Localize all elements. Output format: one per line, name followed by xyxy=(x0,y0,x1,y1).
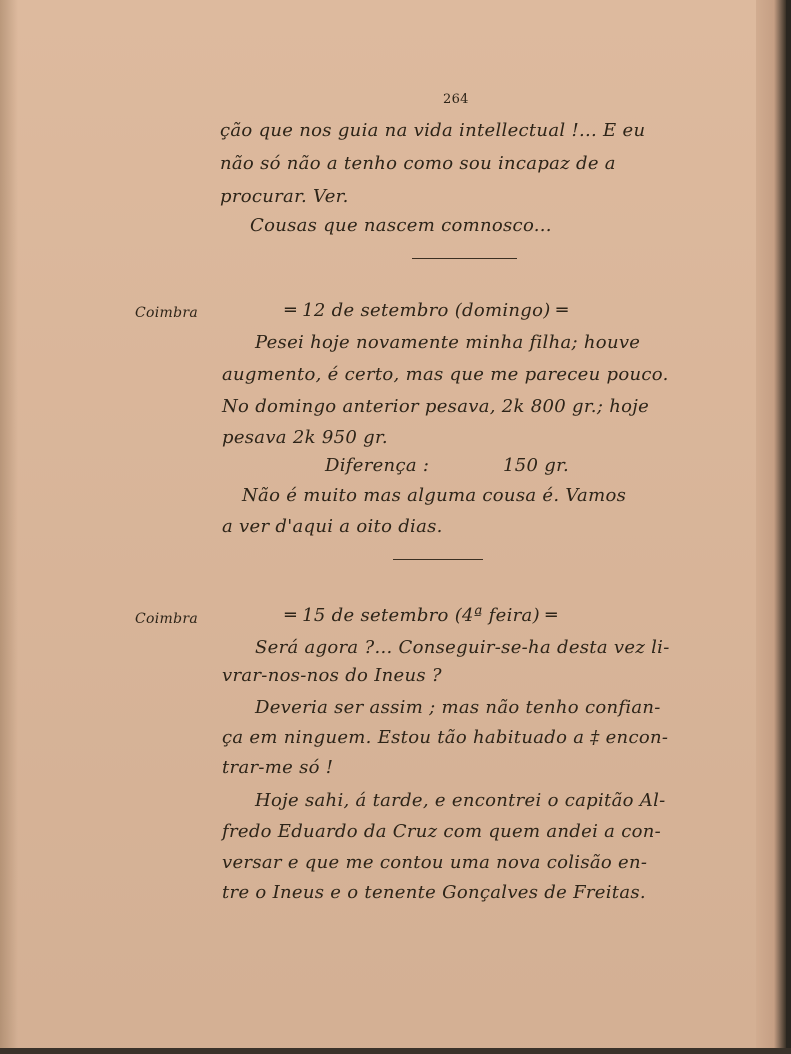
section-divider xyxy=(393,559,483,560)
page-number: 264 xyxy=(443,92,469,107)
text-line: a ver d'aqui a oito dias. xyxy=(222,516,443,537)
difference-label: Diferença : xyxy=(325,455,430,476)
text-line: trar-me só ! xyxy=(222,757,334,778)
text-line: ça em ninguem. Estou tão habituado a ‡ encon- xyxy=(222,727,669,748)
text-line: Deveria ser assim ; mas não tenho confian- xyxy=(255,697,661,718)
text-line: tre o Ineus e o tenente Gonçalves de Freitas. xyxy=(222,882,646,903)
text-line: Pesei hoje novamente minha filha; houve xyxy=(255,332,641,353)
text-line: Hoje sahi, á tarde, e encontrei o capitão Al- xyxy=(255,790,666,811)
page-bottom-edge xyxy=(0,1048,791,1054)
text-line: não só não a tenho como sou incapaz de a xyxy=(220,153,616,174)
difference-value: 150 gr. xyxy=(503,455,570,476)
text-line: ção que nos guia na vida intellectual !... E eu xyxy=(220,120,646,141)
text-line: versar e que me contou uma nova colisão en- xyxy=(222,852,648,873)
margin-place: Coimbra xyxy=(135,305,198,321)
text-line: vrar-nos-nos do Ineus ? xyxy=(222,665,442,686)
section-divider xyxy=(412,258,517,259)
text-line: Não é muito mas alguma cousa é. Vamos xyxy=(242,485,627,506)
text-line: No domingo anterior pesava, 2k 800 gr.; hoje xyxy=(222,396,650,417)
text-line: augmento, é certo, mas que me pareceu pouco. xyxy=(222,364,669,385)
text-line: fredo Eduardo da Cruz com quem andei a con- xyxy=(222,821,662,842)
entry-heading: ═ 15 de setembro (4ª feira) ═ xyxy=(285,605,558,626)
text-line: Será agora ?... Conseguir-se-ha desta vez li- xyxy=(255,637,670,658)
text-line: Cousas que nascem comnosco... xyxy=(250,215,552,236)
text-line: procurar. Ver. xyxy=(220,186,349,207)
text-line: pesava 2k 950 gr. xyxy=(222,427,388,448)
page-edge xyxy=(756,0,786,1050)
entry-heading: ═ 12 de setembro (domingo) ═ xyxy=(285,300,568,321)
margin-place: Coimbra xyxy=(135,611,198,627)
